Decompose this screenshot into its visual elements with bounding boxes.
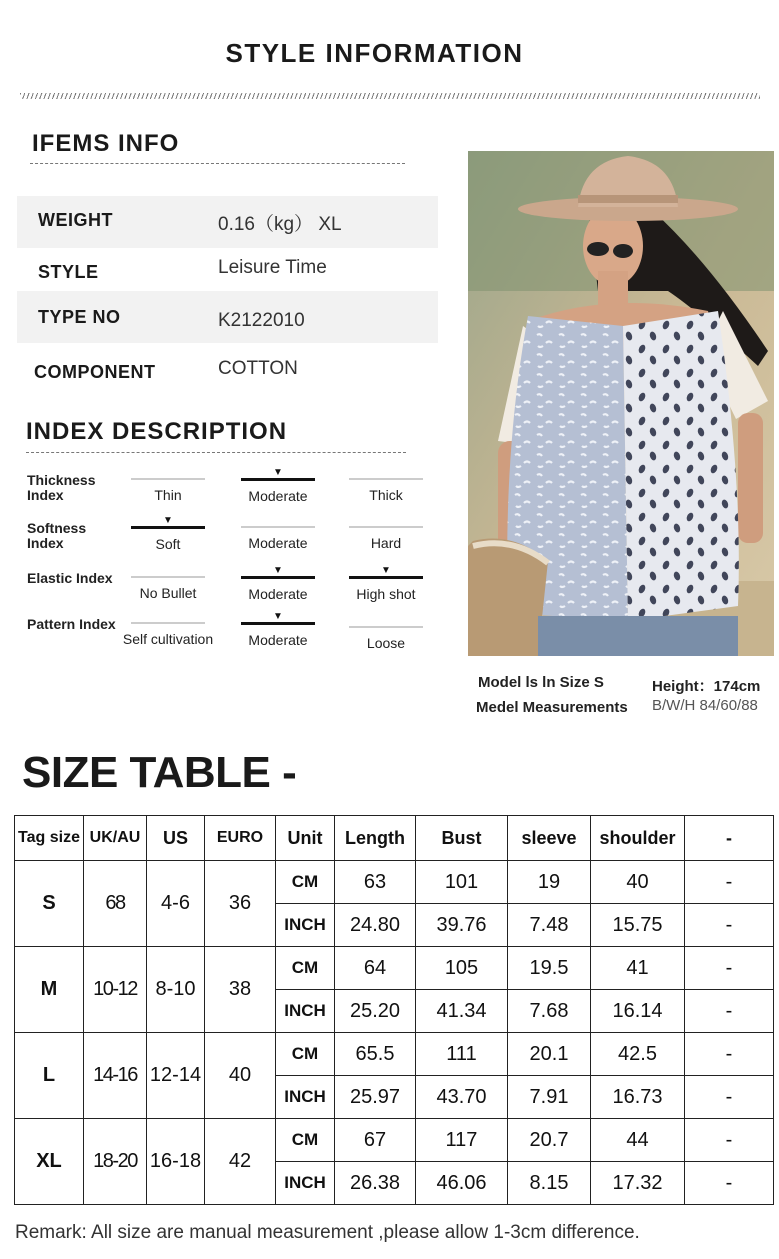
info-value: COTTON	[218, 358, 298, 379]
col-header-us: US	[147, 816, 205, 861]
remark-text: Remark: All size are manual measurement ,please allow 1-3cm difference.	[15, 1222, 640, 1243]
unit-cell: INCH	[276, 904, 335, 947]
unit-cell: INCH	[276, 990, 335, 1033]
extra-cell: -	[685, 1162, 774, 1205]
index-option-label: Soft	[155, 536, 181, 552]
model-measurements-label: Medel Measurements	[476, 699, 628, 716]
info-label: STYLE	[38, 262, 99, 282]
index-bar	[131, 478, 205, 480]
extra-cell: -	[685, 947, 774, 990]
model-photo-image	[468, 151, 774, 656]
length-cell: 67	[335, 1119, 416, 1162]
index-option	[118, 516, 218, 552]
info-value: Leisure Time	[218, 257, 327, 278]
uk-au-cell: 10-12	[84, 947, 147, 1033]
table-row	[15, 1119, 774, 1162]
model-size-text: Model ls ln Size S	[478, 674, 604, 691]
euro-cell: 38	[205, 947, 276, 1033]
index-label: Thickness Index	[27, 472, 96, 503]
index-option	[228, 468, 328, 504]
index-option	[228, 612, 328, 648]
shoulder-cell: 17.32	[591, 1162, 685, 1205]
index-option-label: Moderate	[248, 488, 308, 504]
uk-au-cell: 68	[84, 861, 147, 947]
extra-cell: -	[685, 1033, 774, 1076]
length-cell: 63	[335, 861, 416, 904]
length-cell: 65.5	[335, 1033, 416, 1076]
col-header-sleeve: sleeve	[508, 816, 591, 861]
index-option	[336, 566, 436, 602]
euro-cell: 36	[205, 861, 276, 947]
index-bar	[241, 622, 315, 625]
shoulder-cell: 16.14	[591, 990, 685, 1033]
index-option-label: Moderate	[248, 632, 308, 648]
items-info-heading: IFEMS INFO	[32, 130, 180, 157]
selected-marker-icon: ▼	[273, 611, 283, 622]
size-table-header-row	[15, 816, 774, 861]
bust-cell: 111	[416, 1033, 508, 1076]
selected-marker-icon	[336, 468, 436, 478]
index-bar	[349, 478, 423, 480]
index-option	[336, 468, 436, 503]
selected-marker-icon: ▼	[273, 467, 283, 478]
selected-marker-icon	[118, 612, 218, 622]
bust-cell: 101	[416, 861, 508, 904]
col-header-unit: Unit	[276, 816, 335, 861]
col-header-bust: Bust	[416, 816, 508, 861]
index-description-heading: INDEX DESCRIPTION	[26, 418, 288, 445]
index-option-label: Self cultivation	[122, 631, 214, 647]
sleeve-cell: 20.1	[508, 1033, 591, 1076]
length-cell: 26.38	[335, 1162, 416, 1205]
selected-marker-icon: ▼	[381, 565, 391, 576]
us-cell: 16-18	[147, 1119, 205, 1205]
extra-cell: -	[685, 904, 774, 947]
model-photo	[468, 151, 774, 656]
index-bar	[131, 576, 205, 578]
table-row	[15, 947, 774, 990]
index-option-label: Loose	[366, 635, 406, 651]
title-divider	[20, 93, 760, 99]
size-table	[14, 815, 774, 1205]
selected-marker-icon	[118, 566, 218, 576]
index-option-label: Thick	[369, 487, 403, 503]
index-label: Softness Index	[27, 520, 87, 551]
selected-marker-icon	[336, 616, 436, 626]
shoulder-cell: 44	[591, 1119, 685, 1162]
sleeve-cell: 8.15	[508, 1162, 591, 1205]
selected-marker-icon	[118, 468, 218, 478]
unit-cell: CM	[276, 1033, 335, 1076]
sleeve-cell: 7.91	[508, 1076, 591, 1119]
size-table-heading: SIZE TABLE -	[22, 748, 297, 797]
index-description-divider	[26, 452, 406, 453]
extra-cell: -	[685, 861, 774, 904]
shoulder-cell: 16.73	[591, 1076, 685, 1119]
page-title: STYLE INFORMATION	[225, 38, 524, 68]
shoulder-cell: 41	[591, 947, 685, 990]
model-height-text: Height：174cm	[652, 678, 761, 695]
index-option-label: Moderate	[248, 586, 308, 602]
tag-size-cell: M	[15, 947, 84, 1033]
bust-cell: 46.06	[416, 1162, 508, 1205]
unit-cell: CM	[276, 861, 335, 904]
index-option	[228, 516, 328, 551]
bust-cell: 117	[416, 1119, 508, 1162]
info-row-type-no	[17, 291, 438, 343]
items-info-divider	[30, 163, 405, 164]
col-header-length: Length	[335, 816, 416, 861]
length-cell: 25.97	[335, 1076, 416, 1119]
tag-size-cell: L	[15, 1033, 84, 1119]
col-header-tag-size: Tag size	[15, 816, 84, 861]
selected-marker-icon: ▼	[273, 565, 283, 576]
sleeve-cell: 20.7	[508, 1119, 591, 1162]
table-row	[15, 1033, 774, 1076]
unit-cell: INCH	[276, 1076, 335, 1119]
unit-cell: INCH	[276, 1162, 335, 1205]
table-row	[15, 861, 774, 904]
extra-cell: -	[685, 1119, 774, 1162]
unit-cell: CM	[276, 1119, 335, 1162]
length-cell: 25.20	[335, 990, 416, 1033]
index-bar	[131, 622, 205, 624]
shoulder-cell: 40	[591, 861, 685, 904]
col-header-euro: EURO	[205, 816, 276, 861]
size-table-body	[15, 861, 774, 1205]
shoulder-cell: 42.5	[591, 1033, 685, 1076]
index-bar	[131, 526, 205, 529]
sleeve-cell: 7.68	[508, 990, 591, 1033]
tag-size-cell: XL	[15, 1119, 84, 1205]
col-header-uk-au: UK/AU	[84, 816, 147, 861]
us-cell: 8-10	[147, 947, 205, 1033]
index-bar	[241, 576, 315, 579]
model-measurements-value: B/W/H 84/60/88	[652, 697, 758, 714]
us-cell: 12-14	[147, 1033, 205, 1119]
col-header-extra: -	[685, 816, 774, 861]
bust-cell: 105	[416, 947, 508, 990]
shoulder-cell: 15.75	[591, 904, 685, 947]
info-value: 0.16（kg） XL	[218, 214, 342, 235]
index-option-label: Hard	[370, 535, 402, 551]
index-option	[336, 616, 436, 651]
info-label: WEIGHT	[38, 210, 113, 230]
extra-cell: -	[685, 1076, 774, 1119]
index-option-label: Thin	[154, 487, 182, 503]
euro-cell: 42	[205, 1119, 276, 1205]
index-bar	[241, 478, 315, 481]
index-option	[118, 612, 218, 647]
length-cell: 64	[335, 947, 416, 990]
info-row-weight	[17, 196, 438, 248]
bust-cell: 43.70	[416, 1076, 508, 1119]
unit-cell: CM	[276, 947, 335, 990]
extra-cell: -	[685, 990, 774, 1033]
bust-cell: 41.34	[416, 990, 508, 1033]
index-option-label: Moderate	[248, 535, 308, 551]
index-option	[118, 468, 218, 503]
bust-cell: 39.76	[416, 904, 508, 947]
index-option	[336, 516, 436, 551]
selected-marker-icon	[336, 516, 436, 526]
length-cell: 24.80	[335, 904, 416, 947]
tag-size-cell: S	[15, 861, 84, 947]
selected-marker-icon	[228, 516, 328, 526]
index-label: Pattern Index	[27, 616, 116, 632]
col-header-shoulder: shoulder	[591, 816, 685, 861]
sleeve-cell: 7.48	[508, 904, 591, 947]
index-bar	[241, 526, 315, 528]
index-bar	[349, 626, 423, 628]
info-label: COMPONENT	[34, 362, 156, 382]
index-option-label: No Bullet	[139, 585, 197, 601]
uk-au-cell: 14-16	[84, 1033, 147, 1119]
info-label: TYPE NO	[38, 307, 121, 327]
index-option-label: High shot	[356, 586, 416, 602]
info-row-component	[17, 343, 438, 395]
sleeve-cell: 19	[508, 861, 591, 904]
info-value: K2122010	[218, 310, 305, 331]
us-cell: 4-6	[147, 861, 205, 947]
index-option	[228, 566, 328, 602]
selected-marker-icon: ▼	[163, 515, 173, 526]
index-bar	[349, 576, 423, 579]
index-bar	[349, 526, 423, 528]
index-label: Elastic Index	[27, 570, 113, 586]
uk-au-cell: 18-20	[84, 1119, 147, 1205]
sleeve-cell: 19.5	[508, 947, 591, 990]
euro-cell: 40	[205, 1033, 276, 1119]
index-option	[118, 566, 218, 601]
